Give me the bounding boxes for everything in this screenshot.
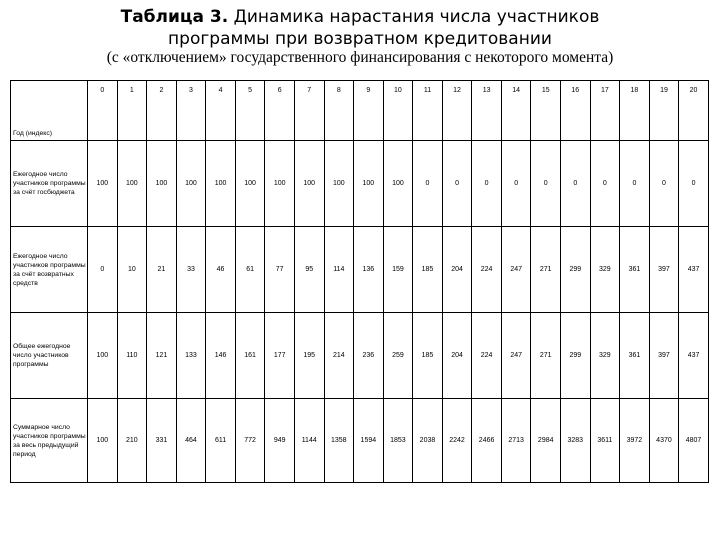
year-header-row bbox=[11, 81, 709, 141]
year-header-cell: 13 bbox=[472, 81, 502, 141]
table-cell: 331 bbox=[147, 399, 177, 483]
table-cell: 204 bbox=[442, 313, 472, 399]
year-header-cell: 12 bbox=[442, 81, 472, 141]
table-cell: 0 bbox=[679, 141, 709, 227]
table-cell: 247 bbox=[501, 227, 531, 313]
row-label: Суммарное число участников программы за весь предыдущий период bbox=[11, 399, 88, 483]
year-header-cell: 4 bbox=[206, 81, 236, 141]
table-cell: 247 bbox=[501, 313, 531, 399]
table-cell: 100 bbox=[294, 141, 324, 227]
table-cell: 0 bbox=[649, 141, 679, 227]
title-text-1: Динамика нарастания числа участников bbox=[228, 7, 600, 27]
table-cell: 100 bbox=[206, 141, 236, 227]
table-cell: 1594 bbox=[354, 399, 384, 483]
table-cell: 100 bbox=[88, 141, 118, 227]
table-cell: 185 bbox=[413, 227, 443, 313]
table-cell: 100 bbox=[117, 141, 147, 227]
year-header-cell: 1 bbox=[117, 81, 147, 141]
table-cell: 611 bbox=[206, 399, 236, 483]
table-cell: 159 bbox=[383, 227, 413, 313]
table-cell: 136 bbox=[354, 227, 384, 313]
table-cell: 2466 bbox=[472, 399, 502, 483]
table-cell: 4370 bbox=[649, 399, 679, 483]
table-cell: 437 bbox=[679, 227, 709, 313]
table-cell: 224 bbox=[472, 313, 502, 399]
table-cell: 271 bbox=[531, 313, 561, 399]
year-header-cell: 19 bbox=[649, 81, 679, 141]
table-cell: 114 bbox=[324, 227, 354, 313]
table-cell: 100 bbox=[235, 141, 265, 227]
year-header-cell: 14 bbox=[501, 81, 531, 141]
table-cell: 259 bbox=[383, 313, 413, 399]
table-title bbox=[0, 6, 720, 50]
year-index-label: Год (индекс) bbox=[11, 81, 88, 141]
table-cell: 3972 bbox=[620, 399, 650, 483]
table-cell: 772 bbox=[235, 399, 265, 483]
year-header-cell: 2 bbox=[147, 81, 177, 141]
table-cell: 3611 bbox=[590, 399, 620, 483]
table-cell: 100 bbox=[88, 313, 118, 399]
table-cell: 177 bbox=[265, 313, 295, 399]
table-cell: 100 bbox=[383, 141, 413, 227]
table-cell: 46 bbox=[206, 227, 236, 313]
year-header-cell: 10 bbox=[383, 81, 413, 141]
table-cell: 95 bbox=[294, 227, 324, 313]
table-cell: 949 bbox=[265, 399, 295, 483]
table-cell: 361 bbox=[620, 227, 650, 313]
table-cell: 61 bbox=[235, 227, 265, 313]
year-header-cell: 20 bbox=[679, 81, 709, 141]
title-line-1 bbox=[0, 6, 720, 28]
table-cell: 0 bbox=[590, 141, 620, 227]
table-cell: 2713 bbox=[501, 399, 531, 483]
table-cell: 437 bbox=[679, 313, 709, 399]
table-cell: 0 bbox=[501, 141, 531, 227]
table-cell: 100 bbox=[265, 141, 295, 227]
table-cell: 204 bbox=[442, 227, 472, 313]
table-cell: 100 bbox=[176, 141, 206, 227]
table-cell: 0 bbox=[531, 141, 561, 227]
table-cell: 210 bbox=[117, 399, 147, 483]
year-header-cell: 3 bbox=[176, 81, 206, 141]
table-cell: 0 bbox=[88, 227, 118, 313]
year-header-cell: 15 bbox=[531, 81, 561, 141]
year-header-cell: 11 bbox=[413, 81, 443, 141]
table-cell: 121 bbox=[147, 313, 177, 399]
year-header-cell: 16 bbox=[561, 81, 591, 141]
table-cell: 100 bbox=[324, 141, 354, 227]
year-header-cell: 5 bbox=[235, 81, 265, 141]
table-cell: 133 bbox=[176, 313, 206, 399]
table-cell: 397 bbox=[649, 313, 679, 399]
row-label: Общее ежегодное число участников программы bbox=[11, 313, 88, 399]
table-cell: 329 bbox=[590, 227, 620, 313]
table-cell: 3283 bbox=[561, 399, 591, 483]
table-cell: 0 bbox=[442, 141, 472, 227]
table-cell: 1144 bbox=[294, 399, 324, 483]
row-label: Ежегодное число участников программы за счёт госбюджета bbox=[11, 141, 88, 227]
table-cell: 2242 bbox=[442, 399, 472, 483]
table-cell: 299 bbox=[561, 227, 591, 313]
table-cell: 110 bbox=[117, 313, 147, 399]
table-cell: 4807 bbox=[679, 399, 709, 483]
table-cell: 1853 bbox=[383, 399, 413, 483]
table-cell: 0 bbox=[413, 141, 443, 227]
year-header-cell: 7 bbox=[294, 81, 324, 141]
table-cell: 361 bbox=[620, 313, 650, 399]
table-cell: 195 bbox=[294, 313, 324, 399]
table-cell: 0 bbox=[561, 141, 591, 227]
table-cell: 146 bbox=[206, 313, 236, 399]
table-row bbox=[11, 399, 709, 483]
table-cell: 185 bbox=[413, 313, 443, 399]
row-label: Ежегодное число участников программы за счёт возвратных средств bbox=[11, 227, 88, 313]
table-cell: 100 bbox=[354, 141, 384, 227]
table-cell: 464 bbox=[176, 399, 206, 483]
participants-table bbox=[10, 80, 709, 483]
table-cell: 397 bbox=[649, 227, 679, 313]
table-row bbox=[11, 227, 709, 313]
table-subtitle: (с «отключением» государственного финансирования с некоторого момента) bbox=[106, 49, 614, 66]
table-cell: 236 bbox=[354, 313, 384, 399]
table-cell: 0 bbox=[620, 141, 650, 227]
table-cell: 2038 bbox=[413, 399, 443, 483]
table-cell: 271 bbox=[531, 227, 561, 313]
table-cell: 10 bbox=[117, 227, 147, 313]
table-cell: 0 bbox=[472, 141, 502, 227]
table-number: Таблица 3. bbox=[120, 7, 229, 27]
year-header-cell: 6 bbox=[265, 81, 295, 141]
table-cell: 1358 bbox=[324, 399, 354, 483]
table-cell: 21 bbox=[147, 227, 177, 313]
year-header-cell: 0 bbox=[88, 81, 118, 141]
table-cell: 214 bbox=[324, 313, 354, 399]
year-header-cell: 17 bbox=[590, 81, 620, 141]
table-cell: 100 bbox=[147, 141, 177, 227]
table-cell: 224 bbox=[472, 227, 502, 313]
year-header-cell: 8 bbox=[324, 81, 354, 141]
table-row bbox=[11, 141, 709, 227]
table-cell: 329 bbox=[590, 313, 620, 399]
table-cell: 299 bbox=[561, 313, 591, 399]
table-cell: 161 bbox=[235, 313, 265, 399]
table-cell: 100 bbox=[88, 399, 118, 483]
year-header-cell: 9 bbox=[354, 81, 384, 141]
table-cell: 33 bbox=[176, 227, 206, 313]
table-row bbox=[11, 313, 709, 399]
year-header-cell: 18 bbox=[620, 81, 650, 141]
title-line-2: программы при возвратном кредитовании bbox=[168, 29, 552, 49]
table-cell: 2984 bbox=[531, 399, 561, 483]
table-cell: 77 bbox=[265, 227, 295, 313]
